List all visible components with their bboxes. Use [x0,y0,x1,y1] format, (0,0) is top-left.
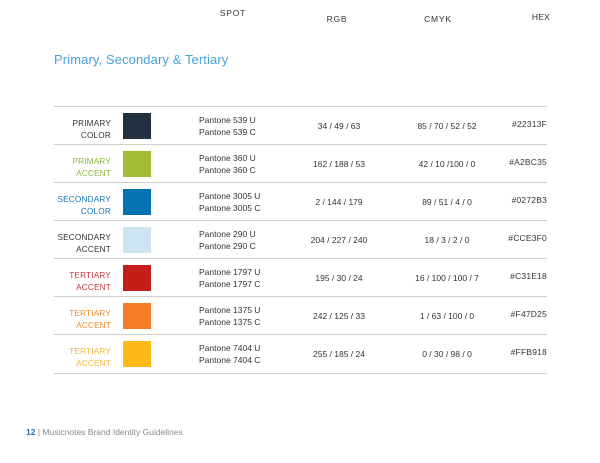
cmyk-value: 16 / 100 / 100 / 7 [415,273,479,283]
color-name [54,308,111,332]
color-swatch [123,265,151,291]
spot-coated: Pantone 539 C [199,126,256,137]
color-name-line1: PRIMARY [72,157,111,166]
rgb-value: 34 / 49 / 63 [317,121,361,131]
color-name-line2: ACCENT [76,169,111,178]
color-name-line2: COLOR [80,207,111,216]
color-name-line1: TERTIARY [69,347,111,356]
spot-coated: Pantone 7404 C [199,354,261,365]
color-name-line2: COLOR [80,131,111,140]
hex-value: #22313F [512,119,547,129]
page-footer [26,427,183,437]
table-row [54,182,547,221]
cmyk-value: 1 / 63 / 100 / 0 [419,311,475,321]
color-name [54,346,111,370]
color-name [54,270,111,294]
hex-value: #CCE3F0 [508,233,547,243]
hex-value: #A2BC35 [509,157,547,167]
color-swatch [123,341,151,367]
color-swatch [123,113,151,139]
footer-separator: | [37,427,41,437]
cmyk-value: 18 / 3 / 2 / 0 [424,235,470,245]
rgb-value: 162 / 188 / 53 [313,159,365,169]
page-title: Primary, Secondary & Tertiary [54,52,229,67]
rgb-value: 204 / 227 / 240 [310,235,368,245]
header-hex: HEX [531,12,550,22]
hex-value: #C31E18 [510,271,547,281]
header-rgb: RGB [326,14,348,24]
hex-value: #FFB918 [510,347,547,357]
color-swatch [123,227,151,253]
table-row [54,144,547,183]
spot-uncoated: Pantone 3005 U [199,191,261,201]
table-row [54,258,547,297]
cmyk-value: 85 / 70 / 52 / 52 [417,121,477,131]
hex-value: #0272B3 [511,195,547,205]
spot-uncoated: Pantone 1375 U [199,305,261,315]
table-row [54,334,547,374]
rgb-value: 242 / 125 / 33 [313,311,365,321]
spot-values [199,267,269,290]
table-row [54,296,547,335]
spot-uncoated: Pantone 7404 U [199,343,261,353]
spot-uncoated: Pantone 360 U [199,153,256,163]
cmyk-value: 42 / 10 /100 / 0 [418,159,476,169]
color-name-line1: SECONDARY [57,233,111,242]
hex-value: #F47D25 [510,309,547,319]
spot-values [199,153,269,176]
color-name-line1: TERTIARY [69,271,111,280]
color-name-line1: TERTIARY [69,309,111,318]
header-cmyk: CMYK [424,14,452,24]
spot-values [199,343,269,366]
page-number: 12 [26,427,36,437]
rgb-value: 195 / 30 / 24 [315,273,363,283]
spot-values [199,305,269,328]
color-name-line1: PRIMARY [72,119,111,128]
rgb-value: 255 / 185 / 24 [313,349,365,359]
cmyk-value: 0 / 30 / 98 / 0 [422,349,472,359]
rgb-value: 2 / 144 / 179 [315,197,363,207]
spot-coated: Pantone 1375 C [199,316,261,327]
color-name-line1: SECONDARY [57,195,111,204]
color-swatch [123,189,151,215]
spot-uncoated: Pantone 290 U [199,229,256,239]
spot-values [199,229,269,252]
spot-coated: Pantone 1797 C [199,278,261,289]
spot-values [199,115,269,138]
color-name [54,156,111,180]
color-name-line2: ACCENT [76,359,111,368]
cmyk-value: 89 / 51 / 4 / 0 [422,197,472,207]
color-name [54,232,111,256]
spot-uncoated: Pantone 539 U [199,115,256,125]
spot-coated: Pantone 360 C [199,164,256,175]
color-name [54,118,111,142]
spot-uncoated: Pantone 1797 U [199,267,261,277]
spot-coated: Pantone 290 C [199,240,256,251]
color-swatch [123,303,151,329]
footer-text: Musicnotes Brand Identity Guidelines [42,427,183,437]
header-spot: SPOT [219,8,247,18]
table-row [54,106,547,145]
color-swatch [123,151,151,177]
spot-values [199,191,269,214]
spot-coated: Pantone 3005 C [199,202,261,213]
table-row [54,220,547,259]
color-name [54,194,111,218]
color-name-line2: ACCENT [76,321,111,330]
color-name-line2: ACCENT [76,245,111,254]
color-name-line2: ACCENT [76,283,111,292]
